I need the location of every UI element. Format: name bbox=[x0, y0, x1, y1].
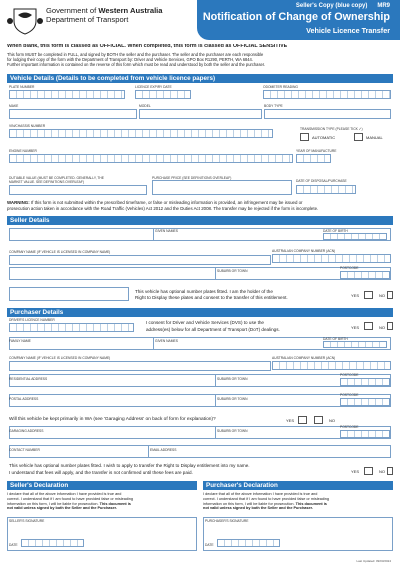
consent-text-1: I consent for Driver and Vehicle Services (DVS) to use the bbox=[146, 320, 264, 325]
consent-no-checkbox[interactable] bbox=[387, 322, 393, 330]
purchaser-contact-row[interactable] bbox=[9, 445, 391, 458]
purchaser-dob-input[interactable] bbox=[323, 341, 387, 348]
header-band bbox=[197, 0, 400, 40]
garaging-postcode-label: POSTCODE bbox=[340, 425, 359, 429]
seller-company-input[interactable] bbox=[9, 255, 271, 265]
purchaser-suburb-label: SUBURB OR TOWN bbox=[217, 377, 248, 381]
intro-text-1: This form MUST be completed in FULL, and signed by BOTH the seller and the purchaser. The seller and the purchaser are each responsible bbox=[7, 52, 264, 57]
seller-date-label: DATE bbox=[9, 543, 18, 547]
seller-plates-text-1: This vehicle has optional number plates fitted. I am the holder of the bbox=[135, 289, 273, 294]
odometer-label: ODOMETER READING bbox=[263, 85, 298, 89]
vin-input[interactable] bbox=[9, 129, 273, 138]
garaging-no-label: NO bbox=[329, 418, 335, 423]
postal-postcode-input[interactable] bbox=[340, 398, 390, 406]
last-updated: Last Updated: 09/03/2024 bbox=[356, 559, 391, 563]
vin-label: VIN/CHASSIS NUMBER bbox=[9, 124, 46, 128]
garaging-yes-label: YES bbox=[286, 418, 295, 423]
seller-plates-yes-label: YES bbox=[351, 293, 360, 298]
seller-plates-yes-checkbox[interactable] bbox=[364, 291, 373, 299]
purchaser-date-input[interactable] bbox=[217, 539, 280, 547]
purchaser-declaration-text: I declare that all of the above information I have provided is true and correct. I understand that if I am found to have provided false or misleading information on this form, I will be liable for prosecution. This document is not valid unless signed by both the Seller and the Purchaser. bbox=[203, 492, 329, 511]
garaging-yes-checkbox[interactable] bbox=[298, 416, 307, 424]
dutiable-value-input[interactable] bbox=[9, 185, 147, 195]
odometer-input[interactable] bbox=[263, 90, 391, 99]
consent-yes-checkbox[interactable] bbox=[364, 322, 373, 330]
postal-address-row[interactable] bbox=[9, 394, 391, 407]
intro-text-2: for lodging their copy of the form with the Department of Transport by: Driver and Vehicle Services, GPO Box R1290, PERTH, WA 6844. bbox=[7, 57, 253, 62]
dutiable-label-2: MARKET VALUE. SEE DEFINITIONS OVERLEAF) bbox=[9, 180, 84, 184]
seller-dob-input[interactable] bbox=[323, 233, 387, 240]
model-label: MODEL bbox=[139, 104, 151, 108]
warning-text-2: prosecution action taken in accordance with the Road Traffic (Vehicles) Act 2012 and the Duties Act 2008. The transfer may be rejected if the form is incomplete. bbox=[7, 206, 319, 211]
seller-declaration-text: I declare that all of the above information I have provided is true and correct. I understand that if I am found to have provided false or misleading information on this form, I will be liable for prosecution. This document is not valid unless signed by both the Seller and the Purchaser. bbox=[7, 492, 133, 511]
postal-postcode-label: POSTCODE bbox=[340, 393, 359, 397]
seller-address-row[interactable] bbox=[9, 267, 391, 280]
intro-text-3: Further important information is contained on the reverse of this form which must be read and understood by both the seller and the purchaser. bbox=[7, 62, 266, 67]
garaging-suburb-label: SUBURB OR TOWN bbox=[217, 429, 248, 433]
seller-given-names-label: GIVEN NAMES bbox=[155, 229, 178, 233]
seller-name-divider bbox=[153, 228, 154, 241]
seller-company-label: COMPANY NAME (IF VEHICLE IS LICENSED IN COMPANY NAME) bbox=[9, 250, 111, 254]
seller-dob-label: DATE OF BIRTH bbox=[323, 229, 348, 233]
purchaser-acn-input[interactable] bbox=[272, 361, 391, 370]
seller-suburb-label: SUBURB OR TOWN bbox=[217, 269, 248, 273]
purchaser-date-label: DATE bbox=[205, 543, 214, 547]
warning-text-1: WARNING: If this form is not submitted within the prescribed timeframe, or false or misleading information is provided, an infringement may be issued or bbox=[7, 200, 303, 205]
purchaser-residential-label: RESIDENTIAL ADDRESS bbox=[9, 377, 48, 381]
government-name: Government of Western Australia Department of Transport bbox=[46, 6, 163, 24]
consent-text-2: address(es) below for all Department of Transport (DoT) dealings. bbox=[146, 327, 280, 332]
garaging-question: Will this vehicle be kept primarily in WA (see 'Garaging Address' on back of form for explanation)? bbox=[9, 417, 216, 422]
plate-number-label: PLATE NUMBER bbox=[9, 85, 35, 89]
dutiable-label-1: DUTIABLE VALUE (MUST BE COMPLETED. GENERALLY, THE bbox=[9, 176, 104, 180]
purchaser-plates-yes-checkbox[interactable] bbox=[364, 467, 373, 475]
purchaser-postcode-input[interactable] bbox=[340, 378, 390, 386]
seller-postcode-label: POSTCODE bbox=[340, 266, 359, 270]
garaging-address-divider bbox=[215, 426, 216, 439]
body-type-label: BODY TYPE bbox=[264, 104, 283, 108]
seller-plates-no-label: NO bbox=[379, 293, 385, 298]
manual-checkbox[interactable] bbox=[354, 133, 363, 141]
garaging-address-row[interactable] bbox=[9, 426, 391, 439]
purchaser-contact-label: CONTACT NUMBER bbox=[9, 448, 40, 452]
seller-acn-label: AUSTRALIAN COMPANY NUMBER (ACN) bbox=[272, 249, 336, 253]
date-disposal-label: DATE OF DISPOSAL/PURCHASE bbox=[296, 179, 347, 183]
purchaser-plates-text-2: I understand that fees will apply, and the transfer is not confirmed until these fees are paid. bbox=[9, 470, 193, 475]
purchaser-family-name-label: FAMILY NAME bbox=[9, 339, 31, 343]
purchaser-contact-divider bbox=[148, 445, 149, 458]
purchaser-acn-label: AUSTRALIAN COMPANY NUMBER (ACN) bbox=[272, 356, 336, 360]
purchaser-signature-label: PURCHASER'S SIGNATURE bbox=[205, 519, 249, 523]
form-title: Notification of Change of Ownership bbox=[202, 11, 390, 23]
vehicle-details-heading: Vehicle Details (Details to be completed from vehicle licence papers) bbox=[7, 74, 393, 83]
seller-plates-text-2: Right to Display these plates and consent to the transfer of this entitlement. bbox=[135, 295, 288, 300]
licence-number-label: DRIVER'S LICENCE NUMBER bbox=[9, 318, 55, 322]
purchase-price-input[interactable] bbox=[152, 180, 292, 195]
garaging-no-checkbox[interactable] bbox=[314, 416, 323, 424]
garaging-postcode-input[interactable] bbox=[340, 430, 390, 438]
seller-declaration-heading: Seller's Declaration bbox=[7, 481, 197, 490]
licence-expiry-input[interactable] bbox=[135, 90, 191, 99]
seller-signature-label: SELLER'S SIGNATURE bbox=[9, 519, 45, 523]
seller-details-heading: Seller Details bbox=[7, 216, 393, 225]
purchaser-name-divider bbox=[153, 337, 154, 350]
seller-acn-input[interactable] bbox=[272, 254, 391, 263]
engine-number-label: ENGINE NUMBER bbox=[9, 149, 37, 153]
classification-text: When blank, this form is classed as OFFICIAL. When completed, this form is classed as OFFICIAL SENSITIVE bbox=[7, 44, 288, 49]
purchaser-given-names-label: GIVEN NAMES bbox=[155, 339, 178, 343]
seller-date-input[interactable] bbox=[21, 539, 84, 547]
manual-label: MANUAL bbox=[366, 135, 383, 140]
postal-address-label: POSTAL ADDRESS bbox=[9, 397, 39, 401]
make-label: MAKE bbox=[9, 104, 19, 108]
form-subtitle: Vehicle Licence Transfer bbox=[306, 26, 390, 35]
licence-number-input[interactable] bbox=[9, 323, 134, 332]
purchaser-company-input[interactable] bbox=[9, 361, 271, 371]
purchaser-plates-text-1: This vehicle has optional number plates fitted. I wish to apply to transfer the Right to Display entitlement into my name. bbox=[9, 463, 250, 468]
copy-label: Seller's Copy (blue copy) MR9 bbox=[295, 3, 390, 9]
purchaser-dob-label: DATE OF BIRTH bbox=[323, 337, 348, 341]
engine-number-input[interactable] bbox=[9, 154, 293, 163]
purchaser-plates-no-checkbox[interactable] bbox=[387, 467, 393, 475]
purchaser-address-row[interactable] bbox=[9, 374, 391, 387]
purchaser-plates-no-label: NO bbox=[379, 469, 385, 474]
year-label: YEAR OF MANUFACTURE bbox=[296, 149, 337, 153]
body-type-input[interactable] bbox=[264, 109, 391, 119]
purchaser-plates-yes-label: YES bbox=[351, 469, 360, 474]
purchaser-postcode-label: POSTCODE bbox=[340, 373, 359, 377]
postal-address-divider bbox=[215, 394, 216, 407]
model-input[interactable] bbox=[139, 109, 262, 119]
seller-address-divider bbox=[215, 267, 216, 280]
consent-yes-label: YES bbox=[351, 325, 360, 330]
purchaser-declaration-heading: Purchaser's Declaration bbox=[203, 481, 393, 490]
automatic-label: AUTOMATIC bbox=[312, 135, 336, 140]
consent-no-label: NO bbox=[379, 325, 385, 330]
purchaser-company-label: COMPANY NAME (IF VEHICLE IS LICENSED IN COMPANY NAME) bbox=[9, 356, 111, 360]
seller-postcode-input[interactable] bbox=[340, 271, 390, 279]
automatic-checkbox[interactable] bbox=[300, 133, 309, 141]
purchaser-details-heading: Purchaser Details bbox=[7, 308, 393, 317]
year-input[interactable] bbox=[296, 154, 331, 163]
transmission-label: TRANSMISSION TYPE (PLEASE TICK ✓) bbox=[300, 127, 363, 131]
purchase-price-label: PURCHASE PRICE (SEE DEFINITIONS OVERLEAF) bbox=[152, 176, 232, 180]
garaging-address-label: GARAGING ADDRESS bbox=[9, 429, 44, 433]
purchaser-address-divider bbox=[215, 374, 216, 387]
date-disposal-input[interactable] bbox=[296, 185, 356, 194]
purchaser-email-label: EMAIL ADDRESS bbox=[150, 448, 177, 452]
licence-expiry-label: LICENCE EXPIRY DATE bbox=[135, 85, 172, 89]
seller-plates-no-checkbox[interactable] bbox=[387, 291, 393, 299]
wa-crest-logo bbox=[6, 5, 44, 35]
postal-suburb-label: SUBURB OR TOWN bbox=[217, 397, 248, 401]
seller-contact-input[interactable] bbox=[9, 287, 129, 301]
plate-number-input[interactable] bbox=[9, 90, 125, 99]
make-input[interactable] bbox=[9, 109, 137, 119]
